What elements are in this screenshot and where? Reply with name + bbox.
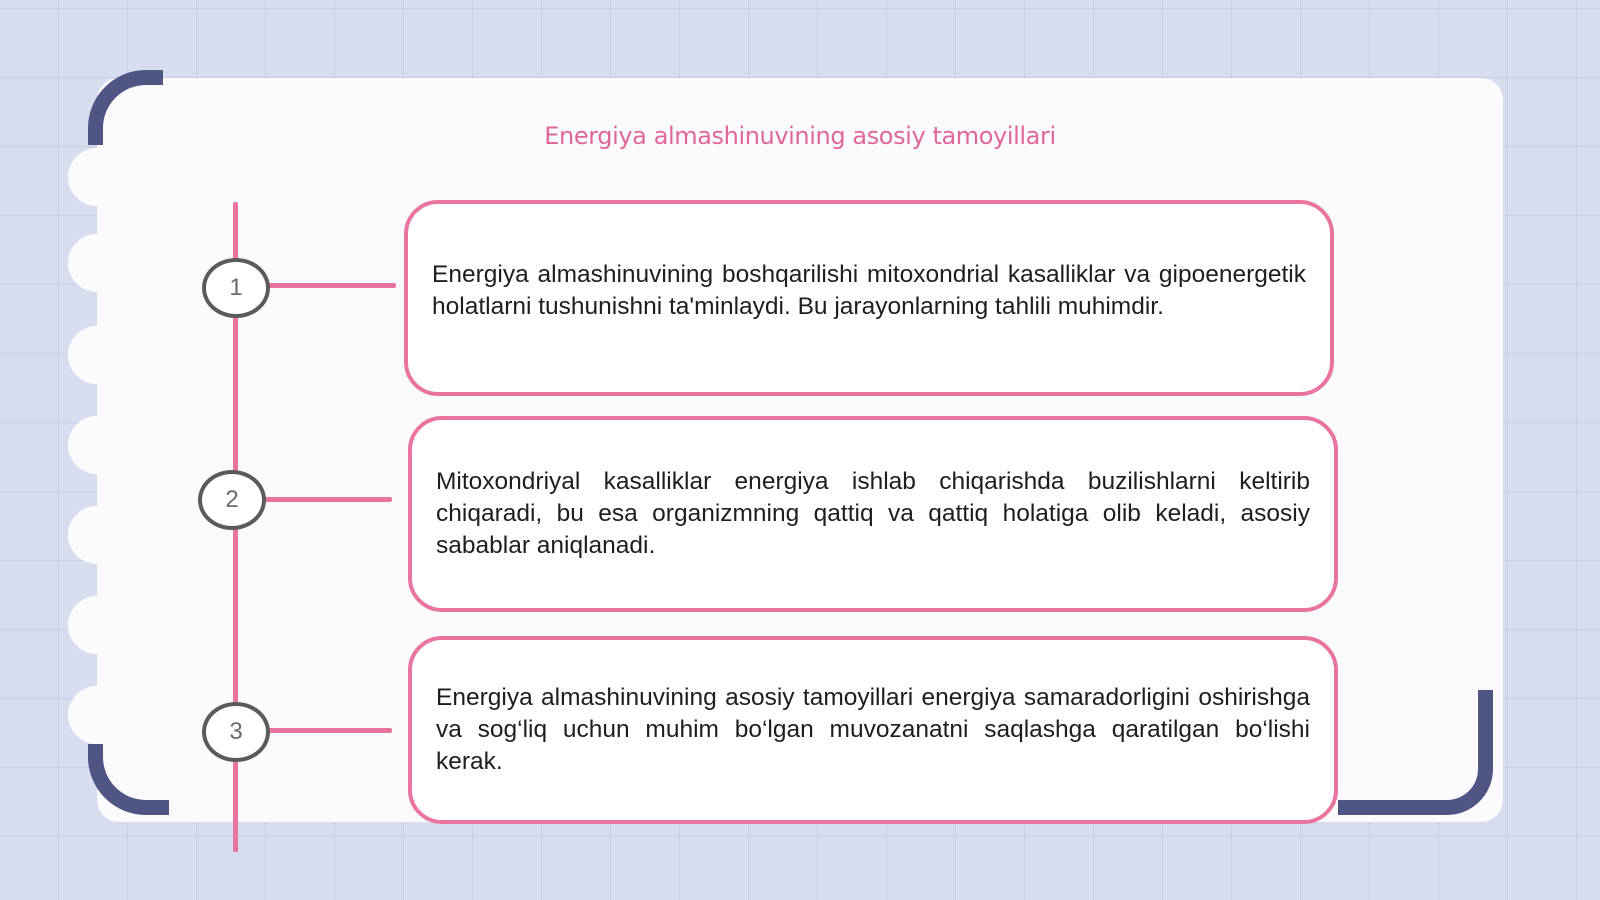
- frame-corner-bottom-right: [1338, 690, 1493, 815]
- connector-line-1: [266, 283, 396, 288]
- card-scallop: [68, 506, 126, 564]
- connector-line-3: [266, 728, 392, 733]
- card-scallop: [68, 234, 126, 292]
- slide-title: Energiya almashinuvining asosiy tamoyillari: [544, 122, 1056, 150]
- card-scallop: [68, 596, 126, 654]
- step-box-1: [404, 200, 1334, 396]
- step-box-2: [408, 416, 1338, 612]
- card-scallop: [68, 416, 126, 474]
- card-scallop: [68, 148, 126, 206]
- card-scallop: [68, 326, 126, 384]
- step-text-1: Energiya almashinuvining boshqarilishi mitoxondrial kasalliklar va gipoenergetik holatlarni tushunishni ta'minlaydi. Bu jarayonlarning tahlili muhimdir.: [432, 261, 1306, 320]
- step-box-3: [408, 636, 1338, 824]
- step-number-circle-2: 2: [198, 470, 266, 530]
- step-text-2: Mitoxondriyal kasalliklar energiya ishlab chiqarishda buzilishlarni keltirib chiqaradi, bu esa organizmning qattiq va qattiq holatiga olib keladi, asosiy sabablar aniqlanadi.: [436, 468, 1310, 559]
- step-number-circle-1: 1: [202, 258, 270, 318]
- step-text-3: Energiya almashinuvining asosiy tamoyillari energiya samaradorligini oshirishga va sog‘liq uchun muhim bo‘lgan muvozanatni saqlashga qaratilgan bo‘lishi kerak.: [436, 684, 1310, 775]
- card-scallop: [68, 686, 126, 744]
- frame-corner-top-left: [88, 70, 163, 145]
- connector-line-2: [262, 497, 392, 502]
- step-number-circle-3: 3: [202, 702, 270, 762]
